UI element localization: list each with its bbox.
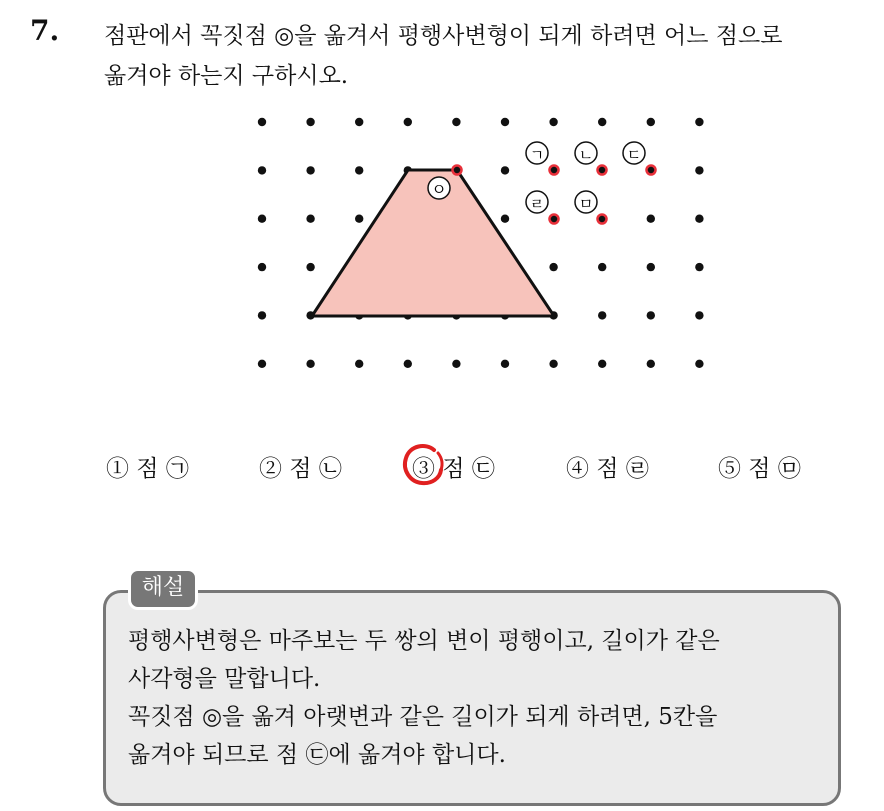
grid-dot	[598, 263, 606, 271]
explanation-line-4: 옮겨야 되므로 점 ㉢에 옮겨야 합니다.	[128, 742, 506, 768]
question-text	[104, 16, 874, 96]
grid-dot	[258, 311, 266, 319]
choice-3[interactable]: ③ 점 ㉢	[412, 456, 495, 482]
explanation-text	[128, 622, 838, 774]
candidate-label-5	[575, 191, 597, 213]
candidate-label-3	[623, 142, 645, 164]
grid-dot	[549, 360, 557, 368]
choice-4[interactable]: ④ 점 ㉣	[566, 456, 649, 482]
choice-5[interactable]: ⑤ 점 ㉤	[718, 456, 801, 482]
grid-dot	[258, 166, 266, 174]
grid-dot	[404, 360, 412, 368]
grid-dot	[355, 215, 363, 223]
grid-dot	[306, 263, 314, 271]
candidate-label-1-text: ㄱ	[529, 146, 545, 164]
grid-dot	[549, 263, 557, 271]
grid-dot	[549, 118, 557, 126]
grid-dot	[647, 118, 655, 126]
candidate-label-4-text: ㄹ	[529, 195, 545, 213]
grid-dot	[258, 263, 266, 271]
grid-dot	[258, 118, 266, 126]
grid-dot	[452, 118, 460, 126]
grid-dot	[355, 118, 363, 126]
candidate-point-5	[598, 215, 607, 224]
grid-dot	[355, 166, 363, 174]
grid-dot	[501, 215, 509, 223]
grid-dot	[306, 166, 314, 174]
question-number: 7.	[30, 14, 60, 47]
candidate-label-2-text: ㄴ	[578, 146, 594, 164]
candidate-point-1	[550, 166, 559, 175]
grid-dot	[258, 360, 266, 368]
candidate-label-5-text: ㅁ	[578, 195, 594, 213]
grid-dot	[306, 215, 314, 223]
candidate-label-2	[575, 142, 597, 164]
grid-dot	[306, 118, 314, 126]
candidate-label-3-text: ㄷ	[626, 146, 642, 164]
answer-choices	[106, 450, 826, 490]
grid-dot	[695, 263, 703, 271]
grid-dot	[501, 360, 509, 368]
candidate-label-1	[526, 142, 548, 164]
grid-dot	[501, 166, 509, 174]
explanation-tag: 해설	[128, 568, 198, 610]
grid-dot	[452, 360, 460, 368]
grid-dot	[647, 263, 655, 271]
grid-dot	[647, 215, 655, 223]
vertex-label-o	[428, 177, 450, 199]
candidate-point-3	[647, 166, 656, 175]
vertex-label-o-text: ㅇ	[431, 180, 447, 199]
grid-dot	[695, 215, 703, 223]
explanation-line-3: 꼭짓점 ◎을 옮겨 아랫변과 같은 길이가 되게 하려면, 5칸을	[128, 704, 718, 730]
dot-board-figure	[240, 100, 720, 390]
grid-dot	[695, 118, 703, 126]
choice-2[interactable]: ② 점 ㉡	[259, 456, 342, 482]
explanation-line-1: 평행사변형은 마주보는 두 쌍의 변이 평행이고, 길이가 같은	[128, 628, 720, 654]
candidate-label-4	[526, 191, 548, 213]
question-line-2: 옮겨야 하는지 구하시오.	[104, 63, 349, 89]
grid-dot	[598, 118, 606, 126]
grid-dot	[598, 311, 606, 319]
candidate-point-2	[598, 166, 607, 175]
grid-dot	[695, 360, 703, 368]
explanation-line-2: 사각형을 말합니다.	[128, 666, 321, 692]
grid-dot	[647, 360, 655, 368]
candidate-point-4	[550, 215, 559, 224]
grid-dot	[695, 311, 703, 319]
grid-dot	[501, 118, 509, 126]
question-line-1: 점판에서 꼭짓점 ◎을 옮겨서 평행사변형이 되게 하려면 어느 점으로	[104, 23, 783, 49]
grid-dot	[598, 360, 606, 368]
answer-mark-circle	[400, 442, 446, 488]
grid-dot	[258, 215, 266, 223]
grid-dot	[647, 311, 655, 319]
movable-vertex-point	[453, 166, 462, 175]
grid-dot	[306, 360, 314, 368]
choice-1[interactable]: ① 점 ㉠	[106, 456, 189, 482]
grid-dot	[695, 166, 703, 174]
grid-dot	[404, 118, 412, 126]
grid-dot	[355, 360, 363, 368]
